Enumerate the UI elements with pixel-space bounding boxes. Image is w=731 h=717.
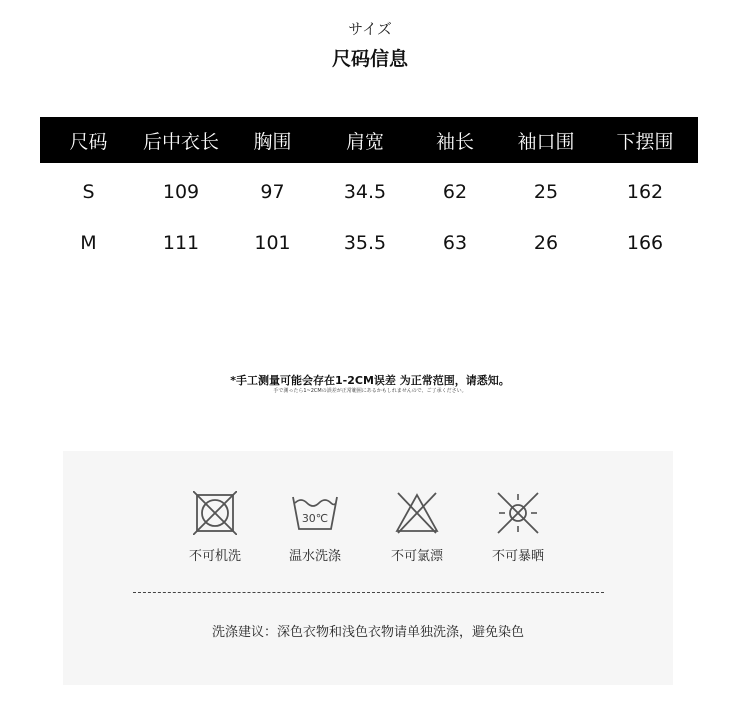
care-advice: 洗涤建议：深色衣物和浅色衣物请单独洗涤，避免染色: [211, 625, 524, 640]
table-cell: S: [82, 180, 95, 203]
care-item-no-bleach: [367, 491, 467, 564]
table-cell: M: [80, 231, 97, 254]
column-header-size: 尺码: [40, 117, 137, 163]
column-header-hem: 下摆围: [592, 117, 698, 163]
care-item-warm-water-wash: [265, 491, 365, 564]
table-cell: 25: [533, 180, 559, 203]
table-cell: 166: [626, 231, 664, 254]
warm-water-wash-icon: [290, 491, 340, 535]
care-label: 温水洗涤: [288, 549, 341, 564]
size-table-header: [40, 117, 698, 163]
header-subtitle: サイズ: [348, 20, 392, 38]
table-cell: 162: [626, 180, 664, 203]
care-label: 不可机洗: [188, 549, 241, 564]
no-bleach-icon: [394, 491, 440, 535]
column-header-back-length: 后中衣长: [137, 117, 225, 163]
no-sun-dry-icon: [496, 491, 540, 535]
care-label: 不可氯漂: [390, 549, 443, 564]
table-cell: 109: [162, 180, 200, 203]
care-item-no-machine-wash: [165, 491, 265, 564]
column-header-chest: 胸围: [225, 117, 320, 163]
table-cell: 63: [442, 231, 468, 254]
care-label: 不可暴晒: [491, 549, 544, 564]
table-cell: 35.5: [343, 231, 387, 254]
table-cell: 111: [162, 231, 200, 254]
wash-temperature: 30℃: [301, 512, 329, 525]
no-machine-wash-icon: [193, 491, 237, 535]
care-item-no-sun-dry: [468, 491, 568, 564]
page-title: 尺码信息: [331, 48, 408, 70]
table-row: [40, 217, 698, 268]
table-cell: 34.5: [343, 180, 387, 203]
size-table: [40, 117, 698, 268]
column-header-sleeve: 袖长: [410, 117, 500, 163]
measurement-note-japanese: 手で測ったら1~2CMの誤差が正常範囲にあるかもしれませんので、ご了承ください。: [273, 388, 467, 394]
care-instructions-panel: [63, 451, 673, 685]
table-row: [40, 163, 698, 217]
table-cell: 26: [533, 231, 559, 254]
table-cell: 62: [442, 180, 468, 203]
divider: [133, 592, 604, 593]
table-cell: 97: [260, 180, 285, 203]
column-header-cuff: 袖口围: [500, 117, 592, 163]
table-cell: 101: [254, 231, 291, 254]
measurement-note: *手工测量可能会存在1-2CM误差 为正常范围，请悉知。: [230, 374, 510, 387]
column-header-shoulder: 肩宽: [320, 117, 410, 163]
